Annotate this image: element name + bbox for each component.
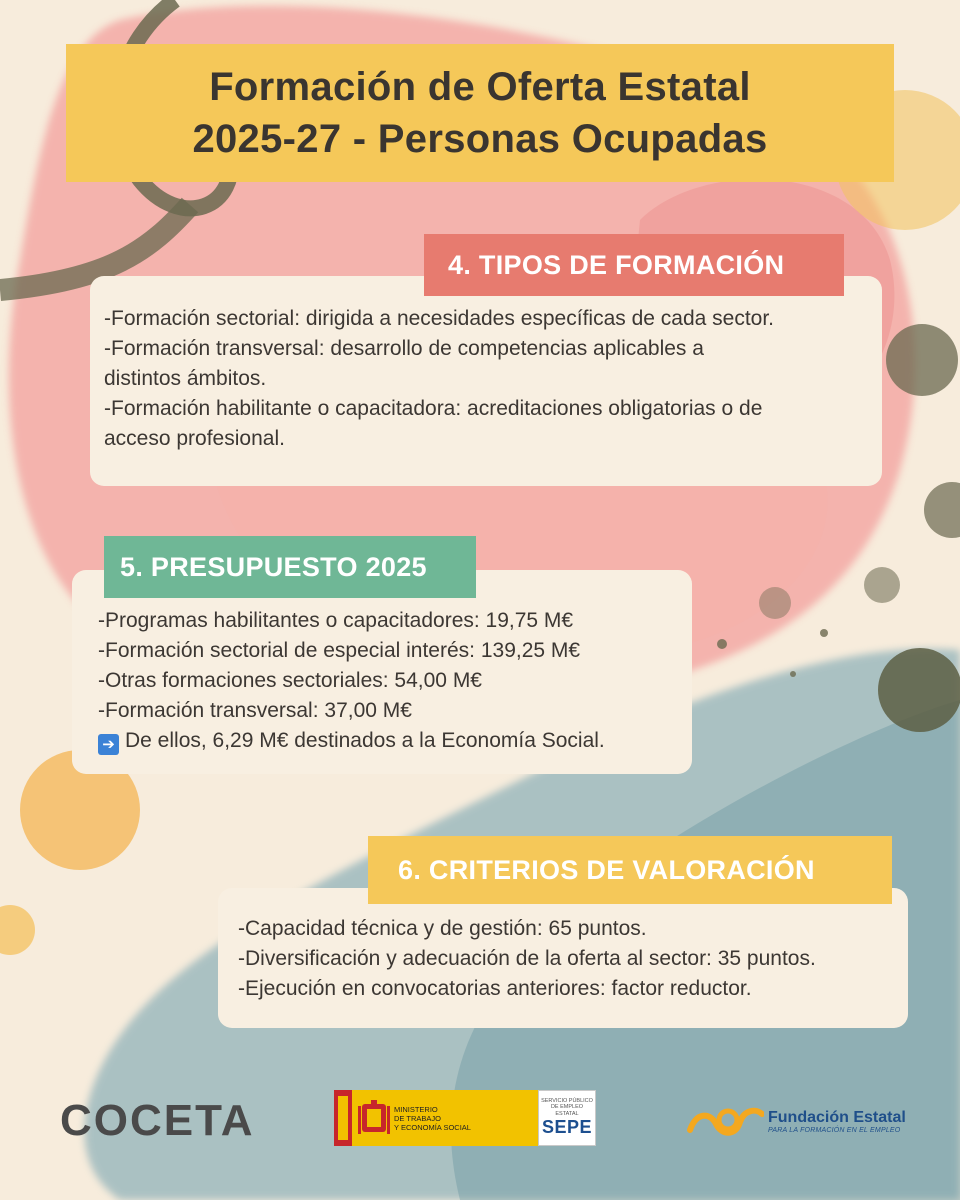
- section-line: -Formación transversal: desarrollo de competencias aplicables a: [104, 337, 704, 360]
- sepe-sub-line: DE EMPLEO ESTATAL: [550, 1104, 584, 1117]
- section-line: -Ejecución en convocatorias anteriores: factor reductor.: [238, 977, 752, 1000]
- ministry-line: Y ECONOMÍA SOCIAL: [394, 1122, 471, 1132]
- ministry-block: [352, 1090, 538, 1146]
- fundacion-name: Fundación Estatal: [768, 1108, 906, 1126]
- section-line: -Formación sectorial: dirigida a necesidades específicas de cada sector.: [104, 307, 775, 330]
- section-line: -Formación sectorial de especial interés: 139,25 M€: [98, 639, 581, 662]
- coceta-logo: COCETA: [60, 1096, 255, 1145]
- title-line-2: 2025-27 - Personas Ocupadas: [192, 117, 768, 161]
- fundacion-mark-icon: [686, 1104, 764, 1138]
- section-line: -Capacidad técnica y de gestión: 65 puntos.: [238, 917, 647, 940]
- section-criterios-card: [218, 888, 908, 1028]
- sepe-sub-line: SERVICIO PÚBLICO: [541, 1097, 593, 1104]
- spain-shield-icon: [358, 1098, 390, 1138]
- section-presupuesto-card: [72, 570, 692, 774]
- section-tipos-heading: 4. TIPOS DE FORMACIÓN: [424, 234, 844, 296]
- title-banner: [66, 44, 894, 182]
- section-line: distintos ámbitos.: [104, 367, 267, 390]
- ministry-line: DE TRABAJO: [394, 1113, 441, 1123]
- sepe-name: SEPE: [541, 1117, 593, 1138]
- section-line: -Programas habilitantes o capacitadores: 19,75 M€: [98, 609, 574, 632]
- section-line: -Diversificación y adecuación de la oferta al sector: 35 puntos.: [238, 947, 816, 970]
- section-line: -Otras formaciones sectoriales: 54,00 M€: [98, 669, 482, 692]
- section-line: -Formación transversal: 37,00 M€: [98, 699, 412, 722]
- fundacion-logo: [686, 1104, 906, 1138]
- right-arrow-icon: ➔: [98, 734, 119, 755]
- highlight-text: De ellos, 6,29 M€ destinados a la Economía Social.: [125, 729, 605, 752]
- section-line: acceso profesional.: [104, 427, 285, 450]
- sepe-block: [538, 1090, 596, 1146]
- ministry-line: MINISTERIO: [394, 1104, 438, 1114]
- ministry-sepe-logo: [334, 1090, 596, 1146]
- title-line-1: Formación de Oferta Estatal: [209, 65, 751, 109]
- section-criterios-heading: 6. CRITERIOS DE VALORACIÓN: [368, 836, 892, 904]
- highlight-line: [98, 726, 692, 756]
- section-tipos-card: [90, 276, 882, 486]
- eu-flag-icon: [334, 1090, 352, 1146]
- section-presupuesto-heading: 5. PRESUPUESTO 2025: [104, 536, 476, 598]
- section-line: -Formación habilitante o capacitadora: acreditaciones obligatorias o de: [104, 397, 763, 420]
- fundacion-sub: PARA LA FORMACIÓN EN EL EMPLEO: [768, 1126, 901, 1134]
